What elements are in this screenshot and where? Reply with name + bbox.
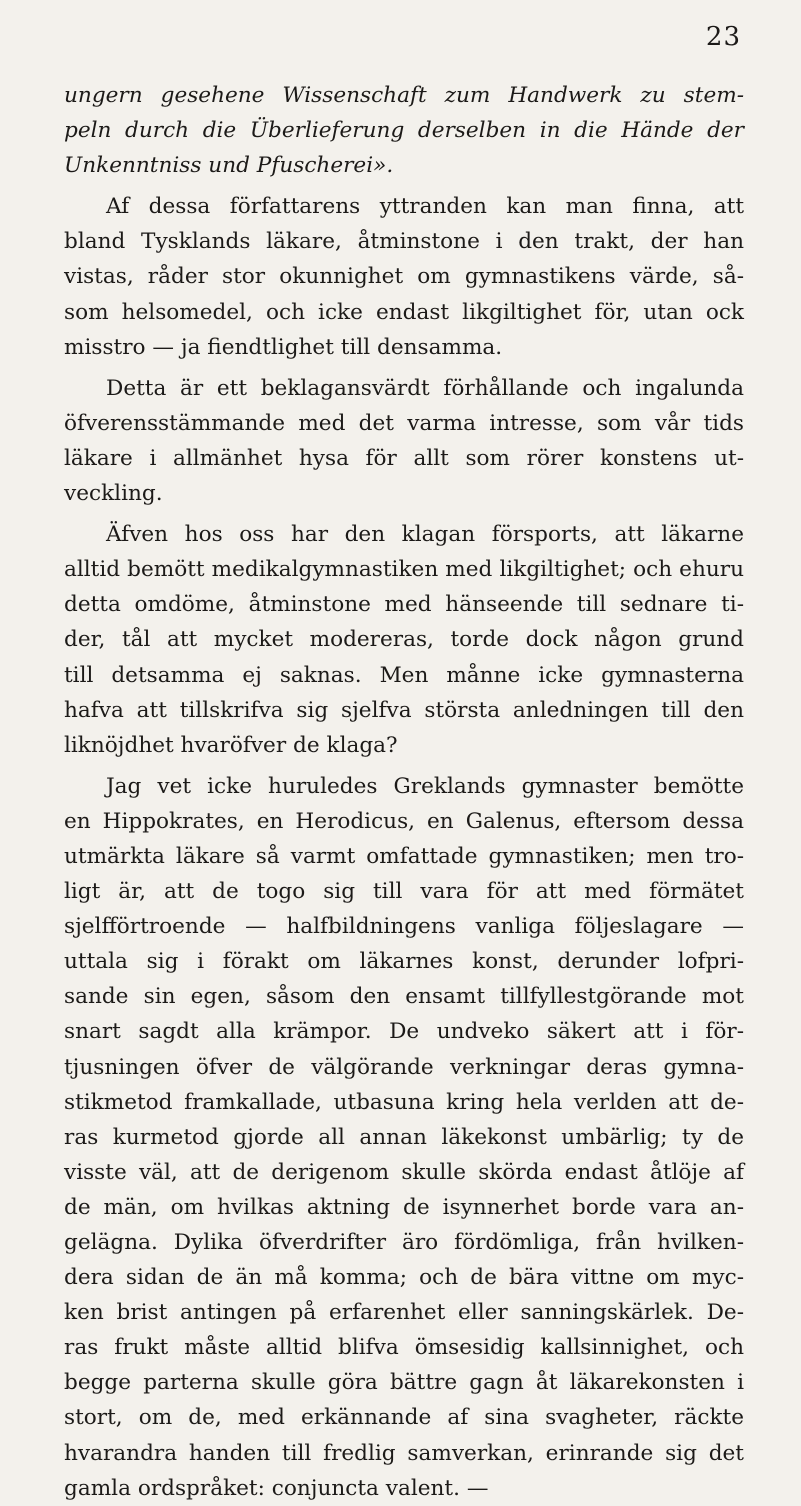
text-line: snart sagdt alla krämpor. De undveko säkert att i för-	[64, 1019, 744, 1045]
text-line: liknöjdhet hvaröfver de klaga?	[64, 732, 398, 758]
text-line: sjelfförtroende — halfbildningens vanliga följeslagare —	[64, 914, 744, 940]
text-line: ungern gesehene Wissenschaft zum Handwerk zu stem-	[64, 83, 744, 108]
paragraph	[64, 371, 744, 511]
text-line: ras frukt måste alltid blifva ömsesidig kallsinnighet, och	[64, 1335, 744, 1361]
text-line: tjusningen öfver de välgörande verkningar deras gymna-	[64, 1054, 744, 1080]
text-line: Äfven hos oss har den klagan försports, att läkarne	[106, 522, 744, 548]
text-line: stort, om de, med erkännande af sina svagheter, räckte	[64, 1405, 744, 1431]
body-text	[64, 78, 744, 1506]
text-line: ras kurmetod gjorde all annan läkekonst umbärlig; ty de	[64, 1124, 744, 1150]
paragraph	[64, 769, 744, 1506]
text-line: utmärkta läkare så varmt omfattade gymnastiken; men tro-	[64, 843, 744, 869]
text-line: veckling.	[64, 481, 163, 507]
text-line: visste väl, att de derigenom skulle skörda endast åtlöje af	[64, 1159, 744, 1185]
text-line: hafva att tillskrifva sig sjelfva största anledningen till den	[64, 697, 744, 723]
text-line: ken brist antingen på erfarenhet eller sanningskärlek. De-	[64, 1300, 744, 1326]
text-line: peln durch die Überlieferung derselben in die Hände der	[64, 118, 744, 144]
text-line: misstro — ja fiendtlighet till densamma.	[64, 334, 503, 360]
text-line: dera sidan de än må komma; och de bära vittne om myc-	[64, 1265, 744, 1291]
text-line: Jag vet icke huruledes Greklands gymnaster bemötte	[106, 773, 744, 799]
text-line: uttala sig i förakt om läkarnes konst, derunder lofpri-	[64, 949, 744, 975]
text-line: gelägna. Dylika öfverdrifter äro fördömliga, från hvilken-	[64, 1230, 744, 1255]
paragraph	[64, 189, 744, 364]
text-line: der, tål att mycket modereras, torde dock någon grund	[64, 627, 744, 653]
text-line: sande sin egen, såsom den ensamt tillfyllestgörande mot	[64, 984, 744, 1010]
text-line: till detsamma ej saknas. Men månne icke gymnasterna	[64, 662, 744, 688]
text-line: läkare i allmänhet hysa för allt som rörer konstens ut-	[64, 445, 744, 471]
text-line: en Hippokrates, en Herodicus, en Galenus, eftersom dessa	[64, 808, 744, 834]
text-line: gamla ordspråket: conjuncta valent. —	[64, 1475, 489, 1501]
page-number: 23	[705, 22, 741, 52]
text-line: begge parterna skulle göra bättre gagn åt läkarekonsten i	[64, 1370, 744, 1396]
text-line: hvarandra handen till fredlig samverkan, erinrande sig det	[64, 1440, 744, 1466]
text-line: Detta är ett beklagansvärdt förhållande och ingalunda	[106, 375, 744, 401]
text-line: Unkenntniss und Pfuscherei».	[64, 153, 394, 179]
text-line: vistas, råder stor okunnighet om gymnastikens värde, så-	[64, 264, 744, 290]
quote-paragraph	[64, 78, 744, 183]
text-line: stikmetod framkallade, utbasuna kring hela verlden att de-	[64, 1089, 744, 1115]
text-line: bland Tysklands läkare, åtminstone i den trakt, der han	[64, 229, 744, 255]
text-line: alltid bemött medikalgymnastiken med likgiltighet; och ehuru	[64, 557, 744, 583]
text-line: som helsomedel, och icke endast likgiltighet för, utan ock	[64, 299, 744, 325]
text-line: de män, om hvilkas aktning de isynnerhet borde vara an-	[64, 1194, 744, 1220]
text-line: detta omdöme, åtminstone med hänseende till sednare ti-	[64, 592, 744, 618]
text-line: ligt är, att de togo sig till vara för att med förmätet	[64, 879, 744, 905]
paragraph	[64, 517, 744, 763]
text-line: Af dessa författarens yttranden kan man finna, att	[106, 194, 744, 220]
text-line: öfverensstämmande med det varma intresse, som vår tids	[64, 410, 744, 436]
